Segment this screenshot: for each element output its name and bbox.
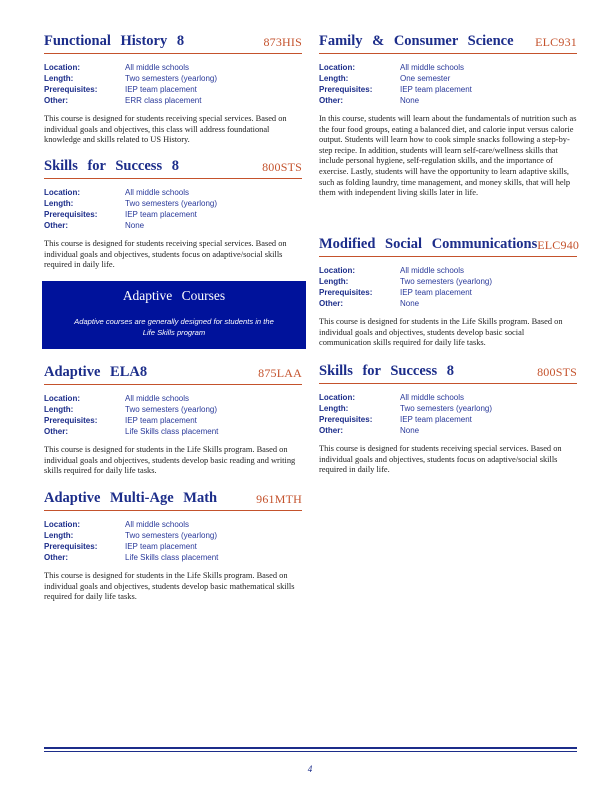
other-value: Life Skills class placement bbox=[125, 427, 219, 436]
other-value: None bbox=[125, 221, 145, 230]
prerequisites-label: Prerequisites: bbox=[44, 85, 98, 94]
length-value: Two semesters (yearlong) bbox=[400, 404, 493, 413]
length-label: Length: bbox=[44, 531, 74, 540]
location-value: All middle schools bbox=[125, 520, 190, 529]
prerequisites-label: Prerequisites: bbox=[319, 85, 373, 94]
course-info bbox=[44, 393, 302, 437]
course-description: This course is designed for students in the Life Skills program. Based on individual goals and objectives, students develop basic mathematical skills required for daily life tasks. bbox=[44, 571, 295, 602]
course-title: Skills for Success 8 bbox=[319, 363, 454, 379]
location-label: Location: bbox=[319, 63, 355, 72]
course-title: Adaptive Multi-Age Math bbox=[44, 490, 218, 506]
other-label: Other: bbox=[44, 221, 68, 230]
length-value: One semester bbox=[400, 74, 451, 83]
location-label: Location: bbox=[44, 520, 80, 529]
course-header bbox=[44, 157, 302, 179]
other-label: Other: bbox=[44, 553, 68, 562]
length-value: Two semesters (yearlong) bbox=[125, 74, 218, 83]
course-description: This course is designed for students receiving special services. Based on individual goals and objectives, students focus on adaptive/social skills required in daily life. bbox=[319, 444, 562, 475]
course-title: Functional History 8 bbox=[44, 33, 185, 49]
course-header bbox=[319, 235, 580, 257]
other-label: Other: bbox=[319, 426, 343, 435]
footer-rule-top bbox=[44, 747, 577, 749]
other-value: ERR class placement bbox=[125, 96, 202, 105]
location-value: All middle schools bbox=[125, 63, 190, 72]
location-label: Location: bbox=[319, 393, 355, 402]
course-header bbox=[319, 32, 577, 54]
course-description: This course is designed for students in the Life Skills program. Based on individual goals and objectives, students develop basic social communication skills required for daily life tasks. bbox=[319, 317, 563, 348]
prerequisites-label: Prerequisites: bbox=[319, 288, 373, 297]
course-info bbox=[319, 265, 577, 309]
page-number: 4 bbox=[307, 764, 313, 774]
course-code: 875LAA bbox=[258, 366, 302, 380]
course-code: ELC931 bbox=[535, 35, 577, 49]
course-info bbox=[44, 187, 302, 231]
length-value: Two semesters (yearlong) bbox=[400, 277, 493, 286]
course-code: ELC940 bbox=[537, 238, 580, 252]
length-label: Length: bbox=[319, 74, 349, 83]
course-modified-social-communications bbox=[319, 235, 580, 349]
course-code: 800STS bbox=[537, 365, 577, 379]
course-code: 800STS bbox=[262, 160, 302, 174]
footer-rule-bottom bbox=[44, 751, 577, 752]
other-value: None bbox=[400, 426, 420, 435]
other-label: Other: bbox=[44, 96, 68, 105]
length-label: Length: bbox=[319, 404, 349, 413]
course-code: 873HIS bbox=[263, 35, 302, 49]
other-label: Other: bbox=[319, 96, 343, 105]
location-label: Location: bbox=[44, 63, 80, 72]
course-family-consumer-science bbox=[319, 32, 577, 199]
course-description: This course is designed for students in the Life Skills program. Based on individual goals and objectives, students develop basic reading and writing skills required for daily life tasks. bbox=[44, 445, 296, 476]
prerequisites-value: IEP team placement bbox=[400, 288, 472, 297]
location-value: All middle schools bbox=[400, 266, 465, 275]
course-functional-history-8 bbox=[44, 32, 302, 146]
course-title: Adaptive ELA8 bbox=[44, 364, 148, 380]
course-skills-for-success-8 bbox=[44, 157, 302, 271]
prerequisites-label: Prerequisites: bbox=[44, 542, 98, 551]
length-value: Two semesters (yearlong) bbox=[125, 199, 218, 208]
other-label: Other: bbox=[44, 427, 68, 436]
course-header bbox=[44, 489, 302, 511]
course-code: 961MTH bbox=[256, 492, 302, 506]
course-title: Family & Consumer Science bbox=[319, 33, 514, 49]
course-info bbox=[319, 392, 577, 436]
course-description: This course is designed for students receiving special services. Based on individual goals and objectives, this class will address foundational knowledge and skills related to US History. bbox=[44, 114, 287, 145]
location-label: Location: bbox=[44, 394, 80, 403]
prerequisites-label: Prerequisites: bbox=[319, 415, 373, 424]
other-value: Life Skills class placement bbox=[125, 553, 219, 562]
course-info bbox=[44, 519, 302, 563]
length-label: Length: bbox=[44, 74, 74, 83]
course-header bbox=[44, 32, 302, 54]
prerequisites-label: Prerequisites: bbox=[44, 416, 98, 425]
other-label: Other: bbox=[319, 299, 343, 308]
location-value: All middle schools bbox=[125, 188, 190, 197]
course-description: This course is designed for students receiving special services. Based on individual goals and objectives, students focus on adaptive/social skills required in daily life. bbox=[44, 239, 287, 270]
other-value: None bbox=[400, 299, 420, 308]
course-description: In this course, students will learn about the fundamentals of nutrition such as the four food groups, eating a balanced diet, and calorie input versus calorie output. Students will learn how to cook simple snacks following a step-by-step recipe. In addition, students will learn self-care/wellness skills that include personal hygiene, self-regulation skills, and the importance of exercise. Lastly, students will have the opportunity to learn adaptive skills, such as folding laundry, time management, and money skills, that will help them with independent living skills later in life. bbox=[319, 114, 577, 198]
course-header bbox=[44, 363, 302, 385]
prerequisites-value: IEP team placement bbox=[400, 85, 472, 94]
prerequisites-value: IEP team placement bbox=[125, 542, 197, 551]
length-label: Length: bbox=[44, 405, 74, 414]
prerequisites-value: IEP team placement bbox=[125, 85, 197, 94]
course-title: Skills for Success 8 bbox=[44, 158, 179, 174]
course-title: Modified Social Communications bbox=[319, 236, 538, 252]
location-value: All middle schools bbox=[125, 394, 190, 403]
banner-subtitle: Adaptive courses are generally designed for students in the Life Skills program bbox=[74, 317, 274, 337]
course-skills-for-success-8-right bbox=[319, 362, 577, 476]
course-info bbox=[44, 62, 302, 106]
prerequisites-value: IEP team placement bbox=[125, 210, 197, 219]
other-value: None bbox=[400, 96, 420, 105]
course-info bbox=[319, 62, 577, 106]
location-value: All middle schools bbox=[400, 63, 465, 72]
course-adaptive-multi-age-math bbox=[44, 489, 302, 603]
banner-title: Adaptive Courses bbox=[122, 288, 226, 303]
course-adaptive-ela8 bbox=[44, 363, 302, 477]
prerequisites-label: Prerequisites: bbox=[44, 210, 98, 219]
location-label: Location: bbox=[44, 188, 80, 197]
prerequisites-value: IEP team placement bbox=[400, 415, 472, 424]
length-label: Length: bbox=[44, 199, 74, 208]
length-value: Two semesters (yearlong) bbox=[125, 531, 218, 540]
course-header bbox=[319, 362, 577, 384]
adaptive-courses-banner bbox=[42, 281, 306, 349]
prerequisites-value: IEP team placement bbox=[125, 416, 197, 425]
length-value: Two semesters (yearlong) bbox=[125, 405, 218, 414]
location-value: All middle schools bbox=[400, 393, 465, 402]
length-label: Length: bbox=[319, 277, 349, 286]
location-label: Location: bbox=[319, 266, 355, 275]
